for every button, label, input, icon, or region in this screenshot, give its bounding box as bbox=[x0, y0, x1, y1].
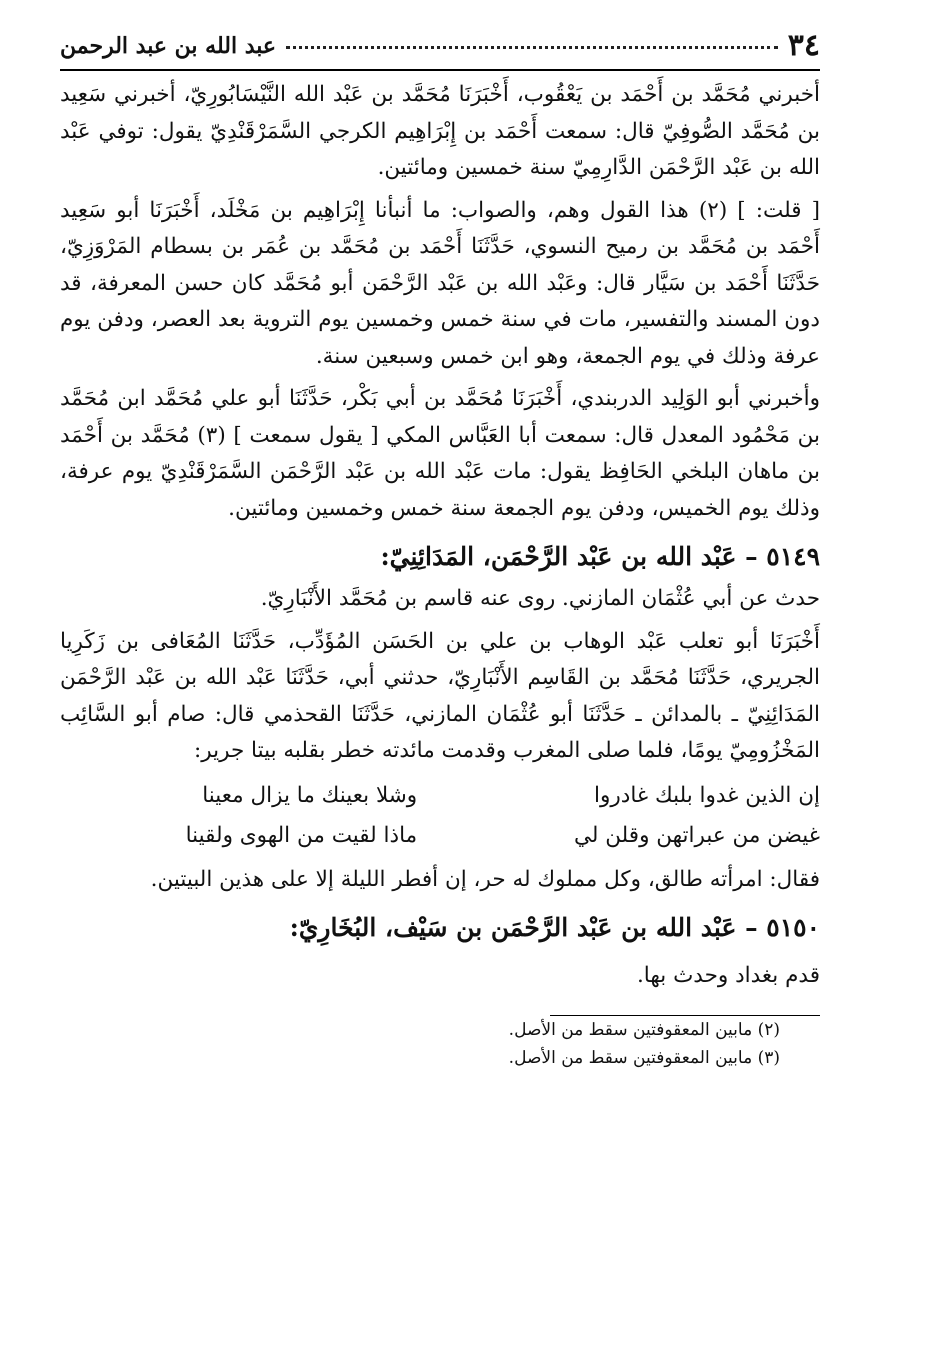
page-header bbox=[60, 28, 820, 71]
paragraph-2: [ قلت: ] (٢) هذا القول وهم، والصواب: ما أنبأنا إِبْرَاهِيم بن مَخْلَد، أَخْبَرَنَا أبو سَعِيد أَحْمَد بن مُحَمَّد بن رميح النسوي، حَدَّثَنَا أَحْمَد بن مُحَمَّد بن عُمَر بن بسطام المَرْوَزِيّ، حَدَّثَنَا أَحْمَد بن سَيَّار قال: وعَبْد الله بن عَبْد الرَّحْمَن أبو مُحَمَّد كان حسن المعرفة، قد دون المسند والتفسير، مات في سنة خمس وخمسين يوم التروية بعد العصر، ودفن يوم عرفة وذلك في يوم الجمعة، وهو ابن خمس وسبعين سنة. bbox=[60, 197, 820, 369]
poem bbox=[60, 776, 820, 856]
poem-verse-1 bbox=[60, 776, 820, 816]
entry-heading-5149: ٥١٤٩ – عَبْد الله بن عَبْد الرَّحْمَن، المَدَائِنِيّ: bbox=[380, 542, 820, 571]
paragraph-6: فقال: امرأته طالق، وكل مملوك له حر، إن أفطر الليلة إلا على هذين البيتين. bbox=[150, 866, 820, 892]
entry-heading-5150: ٥١٥٠ – عَبْد الله بن عَبْد الرَّحْمَن بن سَيْف، البُخَارِيّ: bbox=[289, 913, 820, 942]
paragraph-3: وأخبرني أبو الوَلِيد الدربندي، أَخْبَرَنَا مُحَمَّد بن أبي بَكْر، حَدَّثَنَا أبو علي مُحَمَّد ابن مُحَمَّد بن مَحْمُود المعدل قال: سمعت أبا العَبَّاس المكي [ يقول سمعت ] (٣) مُحَمَّد بن أَحْمَد بن ماهان البلخي الحَافِظ يقول: مات عَبْد الله بن عَبْد الرَّحْمَن السَّمَرْقَنْدِيّ يوم عرفة، وذلك يوم الخميس، ودفن يوم الجمعة سنة خمس وخمسين ومائتين. bbox=[60, 386, 820, 521]
footnote-3: (٣) مابين المعقوفتين سقط من الأصل. bbox=[508, 1047, 780, 1068]
poem-verse-2 bbox=[60, 816, 820, 856]
poem-hemistich: ماذا لقيت من الهوى ولقينا bbox=[185, 822, 418, 848]
paragraph-4: حدث عن أبي عُثْمَان المازني. روى عنه قاسم بن مُحَمَّد الأَنْبَارِيّ. bbox=[260, 586, 820, 611]
header-dotted-leader bbox=[286, 36, 778, 49]
running-title: عبد الله بن عبد الرحمن bbox=[60, 32, 277, 59]
poem-hemistich: وشلا بعينك ما يزال معينا bbox=[202, 782, 418, 808]
footnote-2: (٢) مابين المعقوفتين سقط من الأصل. bbox=[508, 1019, 780, 1040]
paragraph-1: أخبرني مُحَمَّد بن أَحْمَد بن يَعْقُوب، أَخْبَرَنَا مُحَمَّد بن عَبْد الله النَّيْسَابُورِيّ، أخبرني سَعِيد بن مُحَمَّد الصُّوفِيّ قال: سمعت أَحْمَد بن إِبْرَاهِيم الكرجي السَّمَرْقَنْدِيّ يقول: توفي عَبْد الله بن عَبْد الرَّحْمَن الدَّارِمِيّ سنة خمسين ومائتين. bbox=[60, 82, 820, 180]
poem-hemistich: إن الذين غدوا بلبك غادروا bbox=[594, 782, 820, 808]
paragraph-5: أَخْبَرَنَا أبو تعلب عَبْد الوهاب بن علي بن الحَسَن المُؤَدِّب، حَدَّثَنَا المُعَافى بن زَكَرِيا الجريري، حَدَّثَنَا مُحَمَّد بن القَاسِم الأَنْبَارِيّ، حدثني أبي، حَدَّثَنَا عَبْد الله بن عَبْد الرَّحْمَن المَدَائِنِيّ ـ بالمدائن ـ حَدَّثَنَا أبو عُثْمَان المازني، حَدَّثَنَا القحذمي قال: صام أبو السَّائِب المَخْزُومِيّ يومًا، فلما صلى المغرب وقدمت مائدته خطر بقلبه بيتا جرير: bbox=[60, 628, 820, 763]
book-page bbox=[60, 28, 820, 1072]
poem-hemistich: غيضن من عبراتهن وقلن لي bbox=[574, 822, 820, 848]
paragraph-7: قدم بغداد وحدث بها. bbox=[636, 963, 820, 988]
page-number: ٣٤ bbox=[787, 28, 820, 63]
